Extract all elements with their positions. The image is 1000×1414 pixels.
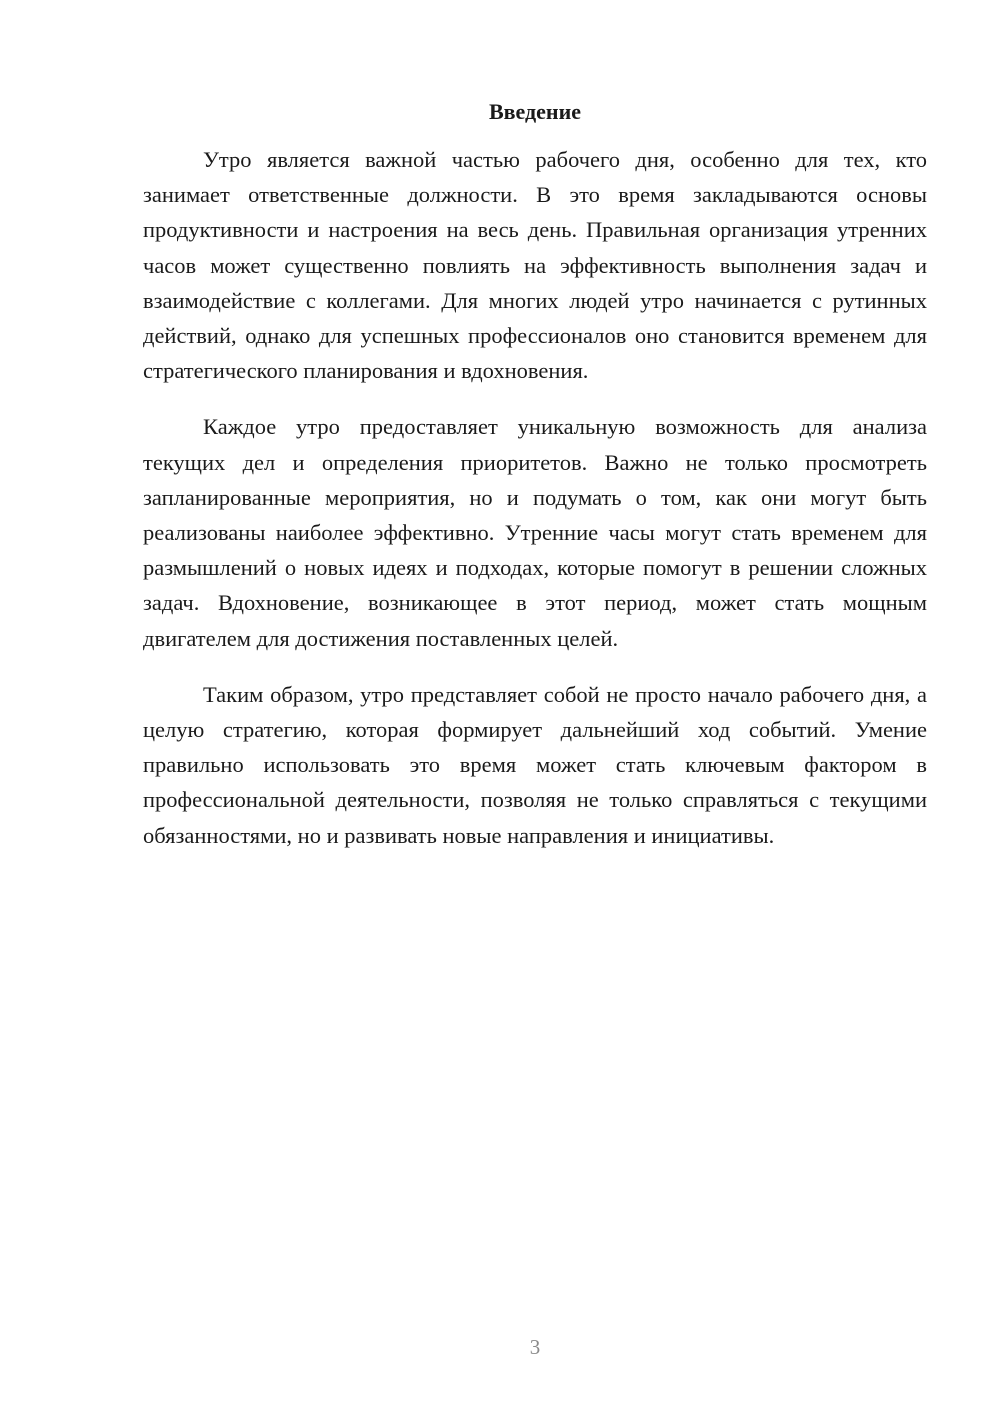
section-heading: Введение: [488, 99, 582, 124]
paragraph-1: Утро является важной частью рабочего дня, особенно для тех, кто занимает ответственные должности. В это время закладываются основы продуктивности и настроения на весь день. Правильная организация утренних часов может существенно повлиять на эффективность выполнения задач и взаимодействие с коллегами. Для многих людей утро начинается с рутинных действий, однако для успешных профессионалов оно становится временем для стратегического планирования и вдохновения.: [143, 147, 927, 384]
body-text: [143, 142, 927, 874]
paragraph-3: Таким образом, утро представляет собой не просто начало рабочего дня, а целую стратегию, которая формирует дальнейший ход событий. Умение правильно использовать это время может стать ключевым фактором в профессиональной деятельности, позволяя не только справляться с текущими обязанностями, но и развивать новые направления и инициативы.: [143, 681, 927, 848]
page-number: 3: [529, 1335, 541, 1359]
paragraph-2: Каждое утро предоставляет уникальную возможность для анализа текущих дел и определения приоритетов. Важно не только просмотреть запланированные мероприятия, но и подумать о том, как они могут быть реализованы наиболее эффективно. Утренние часы могут стать временем для размышлений о новых идеях и подходах, которые помогут в решении сложных задач. Вдохновение, возникающее в этот период, может стать мощным двигателем для достижения поставленных целей.: [143, 414, 927, 651]
